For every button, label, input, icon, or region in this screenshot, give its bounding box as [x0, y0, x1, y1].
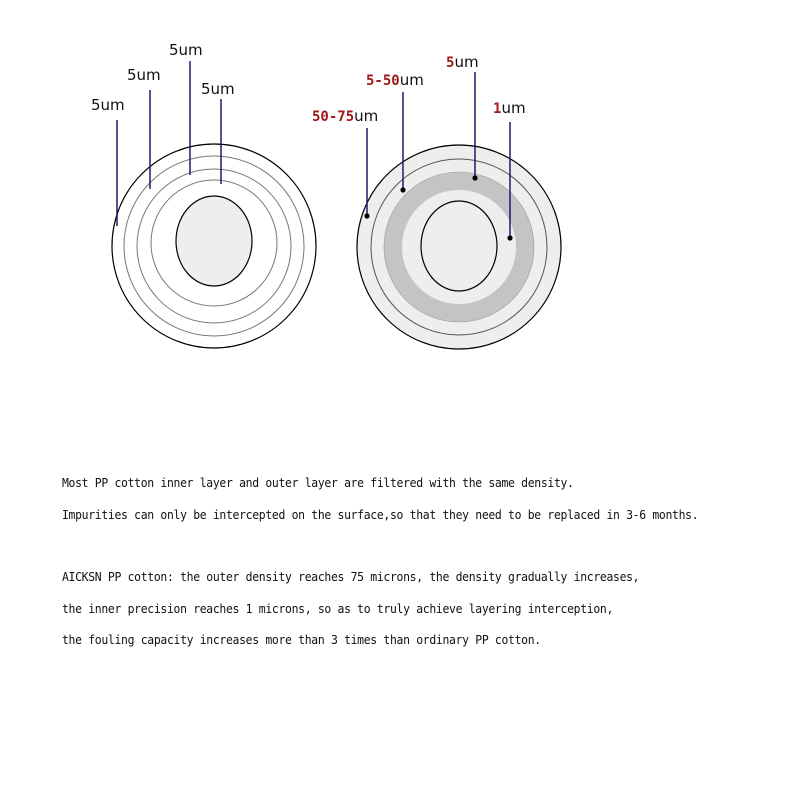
- label-ring4-5um: 5um: [201, 80, 235, 98]
- filter-layer-diagrams: [0, 0, 800, 380]
- paragraph-1-line-2: Impurities can only be intercepted on the surface,so that they need to be replaced in 3-6 months.: [62, 508, 699, 522]
- pointer-dot-3: [472, 175, 477, 180]
- label-1um: 1um: [493, 99, 526, 117]
- pointer-dot-1: [364, 213, 369, 218]
- aicksn-pp-cotton-diagram: [312, 53, 561, 349]
- pointer-dot-2: [400, 187, 405, 192]
- paragraph-2-line-2: the inner precision reaches 1 microns, so as to truly achieve layering interception,: [62, 602, 614, 616]
- pointer-dot-4: [507, 235, 512, 240]
- label-5um: 5um: [446, 53, 479, 71]
- label-50-75um: 50-75um: [312, 107, 379, 125]
- ordinary-pp-cotton-diagram: [91, 41, 316, 348]
- label-outer-5um: 5um: [91, 96, 125, 114]
- core: [176, 196, 252, 286]
- paragraph-2-line-1: AICKSN PP cotton: the outer density reaches 75 microns, the density gradually increases,: [62, 570, 640, 584]
- core: [421, 201, 497, 291]
- label-ring3-5um: 5um: [169, 41, 203, 59]
- label-5-50um: 5-50um: [366, 71, 424, 89]
- label-ring2-5um: 5um: [127, 66, 161, 84]
- paragraph-1-line-1: Most PP cotton inner layer and outer layer are filtered with the same density.: [62, 476, 574, 490]
- paragraph-2-line-3: the fouling capacity increases more than 3 times than ordinary PP cotton.: [62, 633, 541, 647]
